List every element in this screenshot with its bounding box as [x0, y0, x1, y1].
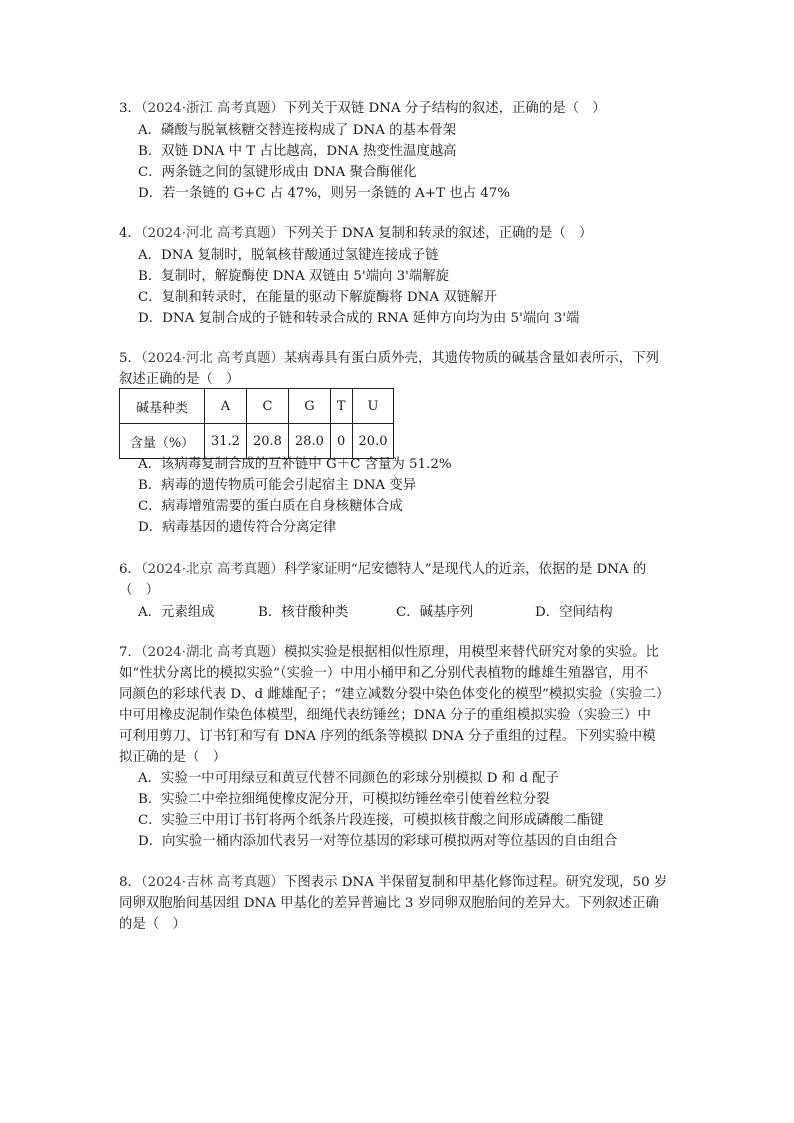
question-stem: 下列关于双链 DNA 分子结构的叙述，正确的是（ ）	[283, 101, 606, 116]
question-number: 6．	[119, 562, 141, 577]
question-source: （2024·吉林 高考真题）	[140, 875, 284, 890]
table-header-cell: A	[205, 389, 247, 424]
base-content-table	[119, 388, 394, 459]
question-stem: 模拟实验是根据相似性原理，用模型来替代研究对象的实验。比	[283, 645, 659, 660]
table-header-cell: T	[330, 389, 352, 424]
question-8-stem-line-1	[119, 871, 667, 890]
question-6-stem-line	[119, 558, 646, 577]
option-c: C．病毒增殖需要的蛋白质在自身核糖体合成	[138, 499, 403, 514]
option-b: B．病毒的遗传物质可能会引起宿主 DNA 变异	[138, 478, 417, 493]
option-b: B．核苷酸种类	[258, 605, 349, 620]
question-number: 7．	[119, 645, 141, 660]
question-source: （2024·浙江 高考真题）	[140, 101, 284, 116]
question-source: （2024·湖北 高考真题）	[140, 645, 284, 660]
question-number: 5．	[119, 351, 141, 366]
table-header-cell: U	[352, 389, 394, 424]
option-a: A．实验一中可用绿豆和黄豆代替不同颜色的彩球分别模拟 D 和 d 配子	[138, 771, 559, 786]
option-d: D．向实验一桶内添加代表另一对等位基因的彩球可模拟两对等位基因的自由组合	[138, 834, 618, 849]
question-4-stem-line	[119, 222, 592, 241]
question-source: （2024·河北 高考真题）	[140, 226, 284, 241]
question-7-stem-line-4: 中可用橡皮泥制作染色体模型，细绳代表纺锤丝；DNA 分子的重组模拟实验（实验三）中	[119, 708, 651, 723]
option-d: D．空间结构	[535, 605, 613, 620]
option-d: D．病毒基因的遗传符合分离定律	[138, 520, 337, 535]
question-stem: 某病毒具有蛋白质外壳，其遗传物质的碱基含量如表所示，下列	[283, 351, 659, 366]
option-b: B．复制时，解旋酶使 DNA 双链由 5'端向 3'端解旋	[138, 269, 450, 284]
question-8-stem-line-3: 的是（ ）	[119, 917, 186, 932]
table-header-row	[120, 389, 394, 424]
question-stem: 科学家证明“尼安德特人”是现代人的近亲，依据的是 DNA 的	[283, 562, 647, 577]
question-source: （2024·北京 高考真题）	[140, 562, 284, 577]
table-header-cell: C	[246, 389, 288, 424]
table-cell: 20.0	[352, 424, 394, 459]
question-stem: 下图表示 DNA 半保留复制和甲基化修饰过程。研究发现，50 岁	[283, 875, 668, 890]
table-cell: 20.8	[246, 424, 288, 459]
option-a: A．元素组成	[138, 605, 215, 620]
question-7-stem-line-2: 如“性状分离比的模拟实验”（实验一）中用小桶甲和乙分别代表植物的雌雄生殖器官，用不	[119, 666, 649, 681]
option-a: A．该病毒复制合成的互补链中 G＋C 含量为 51.2%	[138, 457, 452, 472]
question-7-stem-line-1	[119, 641, 659, 660]
question-5-stem-line-2: 叙述正确的是（ ）	[119, 372, 240, 387]
table-cell: 31.2	[205, 424, 247, 459]
option-d: D．若一条链的 G+C 占 47%，则另一条链的 A+T 也占 47%	[138, 186, 511, 201]
question-6-stem-line-2: （ ）	[119, 583, 160, 598]
question-source: （2024·河北 高考真题）	[140, 351, 284, 366]
table-header-cell: 碱基种类	[120, 389, 205, 424]
table-header-cell: G	[288, 389, 330, 424]
question-8-stem-line-2: 同卵双胞胎间基因组 DNA 甲基化的差异普遍比 3 岁同卵双胞胎间的差异大。下列叙述正确	[119, 896, 659, 911]
question-number: 8．	[119, 875, 141, 890]
question-number: 3．	[119, 101, 141, 116]
question-number: 4．	[119, 226, 141, 241]
option-c: C．两条链之间的氢键形成由 DNA 聚合酶催化	[138, 165, 417, 180]
option-a: A．DNA 复制时，脱氧核苷酸通过氢键连接成子链	[138, 248, 439, 263]
question-7-stem-line-5: 可利用剪刀、订书钉和写有 DNA 序列的纸条等模拟 DNA 分子重组的过程。下列实验中模	[119, 729, 656, 744]
option-b: B．双链 DNA 中 T 占比越高，DNA 热变性温度越高	[138, 144, 457, 159]
table-cell: 28.0	[288, 424, 330, 459]
question-3-stem-line	[119, 97, 606, 116]
option-c: C．实验三中用订书钉将两个纸条片段连接，可模拟核苷酸之间形成磷酸二酯键	[138, 813, 604, 828]
table-cell: 0	[330, 424, 352, 459]
question-5-stem-line-1	[119, 347, 659, 366]
option-b: B．实验二中牵拉细绳使橡皮泥分开，可模拟纺锤丝牵引使着丝粒分裂	[138, 792, 550, 807]
option-c: C．碱基序列	[396, 605, 474, 620]
question-7-stem-line-6: 拟正确的是（ ）	[119, 750, 227, 765]
question-stem: 下列关于 DNA 复制和转录的叙述，正确的是（ ）	[283, 226, 593, 241]
option-a: A．磷酸与脱氧核糖交替连接构成了 DNA 的基本骨架	[138, 123, 457, 138]
option-d: D．DNA 复制合成的子链和转录合成的 RNA 延伸方向均为由 5'端向 3'端	[138, 311, 580, 326]
table-cell: 含量（%）	[120, 424, 205, 459]
option-c: C．复制和转录时，在能量的驱动下解旋酶将 DNA 双链解开	[138, 290, 497, 305]
question-7-stem-line-3: 同颜色的彩球代表 D、d 雌雄配子；“建立减数分裂中染色体变化的模型”模拟实验（实验二）	[119, 687, 670, 702]
